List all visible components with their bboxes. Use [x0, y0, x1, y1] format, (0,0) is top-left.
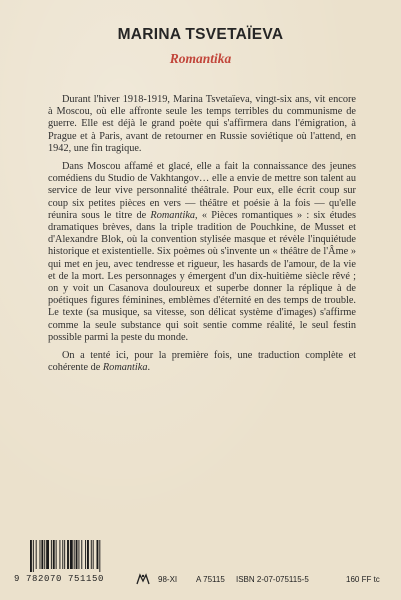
barcode-bar [93, 540, 94, 569]
barcode-bar [91, 540, 92, 569]
blurb-paragraph-3-text-b: . [147, 362, 151, 374]
blurb-paragraph-3-italic-title: Romantika [102, 362, 148, 374]
barcode-bar [87, 540, 89, 569]
blurb-paragraph-3-text-a: On a tenté ici, pour la première fois, une traduction complète et cohérente de [48, 350, 356, 374]
barcode-bar [67, 540, 69, 569]
publisher-logo-icon [136, 573, 150, 585]
blurb-paragraph-2-text-b: , « Pièces romantiques » : six études dramatiques brèves, dans la triple tradition de Pouchkine, de Musset et d'Alexandre Blok, où la convention stylisée masque et révèle l'inquiétude historique et existentielle. Six poèmes où s'invente un « théâtre de l'Âme » qui met en jeu, avec tendresse et rigueur, les hasards de l'amour, de la vie et de la mort. Les personnages y émergent d'un dix-huitième siècle rêvé ; on y voit un Casanova douloureux et superbe donner la réplique à de poétiques figures féminines, emblèmes d'éternité en des temps de trouble. Le texte (sa musique, sa vitesse, son délicat système d'images) s'affirme comme la seule substance qui soit sentie comme réalité, le seul festin possible parmi la peste du monde. [48, 209, 357, 343]
book-title: Romantika [169, 51, 232, 66]
price: 160 FF tc [346, 575, 380, 584]
barcode-bar [74, 540, 75, 569]
barcode-bar [51, 540, 52, 569]
barcode-bar [62, 540, 63, 569]
barcode-bar [33, 540, 34, 572]
author-name: MARINA TSVETAÏEVA [117, 26, 284, 43]
code-a75115: A 75115 [196, 575, 225, 584]
barcode-bar [36, 540, 37, 569]
blurb-text [48, 94, 356, 380]
barcode-bar [46, 540, 49, 569]
blurb-paragraph-2 [48, 161, 356, 344]
barcode-digits: 9 782070 751150 [14, 574, 105, 584]
barcode-bar [56, 540, 57, 569]
barcode-bar [53, 540, 55, 569]
barcode-bar [59, 540, 60, 569]
blurb-paragraph-2-text-a: Dans Moscou affamé et glacé, elle a fait la connaissance des jeunes comédiens du Studio de Vakhtangov… elle a envie de mettre son talent au service de leur vive personnalité théâtrale. Pour eux, elle écrit coup sur coup six petites pièces en vers — théâtre et poésie à la fois — qu'elle réunira sous le titre de [48, 161, 356, 221]
code-98-xi: 98-XI [158, 575, 178, 584]
footer-codes [14, 540, 390, 590]
blurb-paragraph-2-italic-title: Romantika [150, 209, 196, 221]
barcode-bar [70, 540, 73, 569]
barcode-bar [40, 540, 41, 569]
barcode-bar [64, 540, 65, 569]
barcode-bar [97, 540, 99, 569]
barcode-bar [76, 540, 78, 569]
blurb-paragraph-3 [48, 350, 356, 374]
isbn-number: ISBN 2-07-075115-5 [236, 575, 309, 584]
barcode-bar [41, 540, 43, 569]
barcode-bar [78, 540, 79, 569]
barcode-bar [44, 540, 45, 569]
blurb-paragraph-1: Durant l'hiver 1918-1919, Marina Tsvetaïeva, vingt-six ans, vit encore à Moscou, où elle affronte seule les temps terribles du communisme de guerre. Elle est déjà le grand poète qui s'affirmera dans l'émigration, à Prague et à Paris, avant de retourner en Russie soviétique où l'attend, en 1942, une fin tragique. [48, 94, 356, 154]
barcode-bar [30, 540, 32, 572]
barcode [30, 540, 126, 572]
barcode-bar [99, 540, 100, 572]
barcode-bar [85, 540, 86, 569]
barcode-bar [81, 540, 82, 569]
